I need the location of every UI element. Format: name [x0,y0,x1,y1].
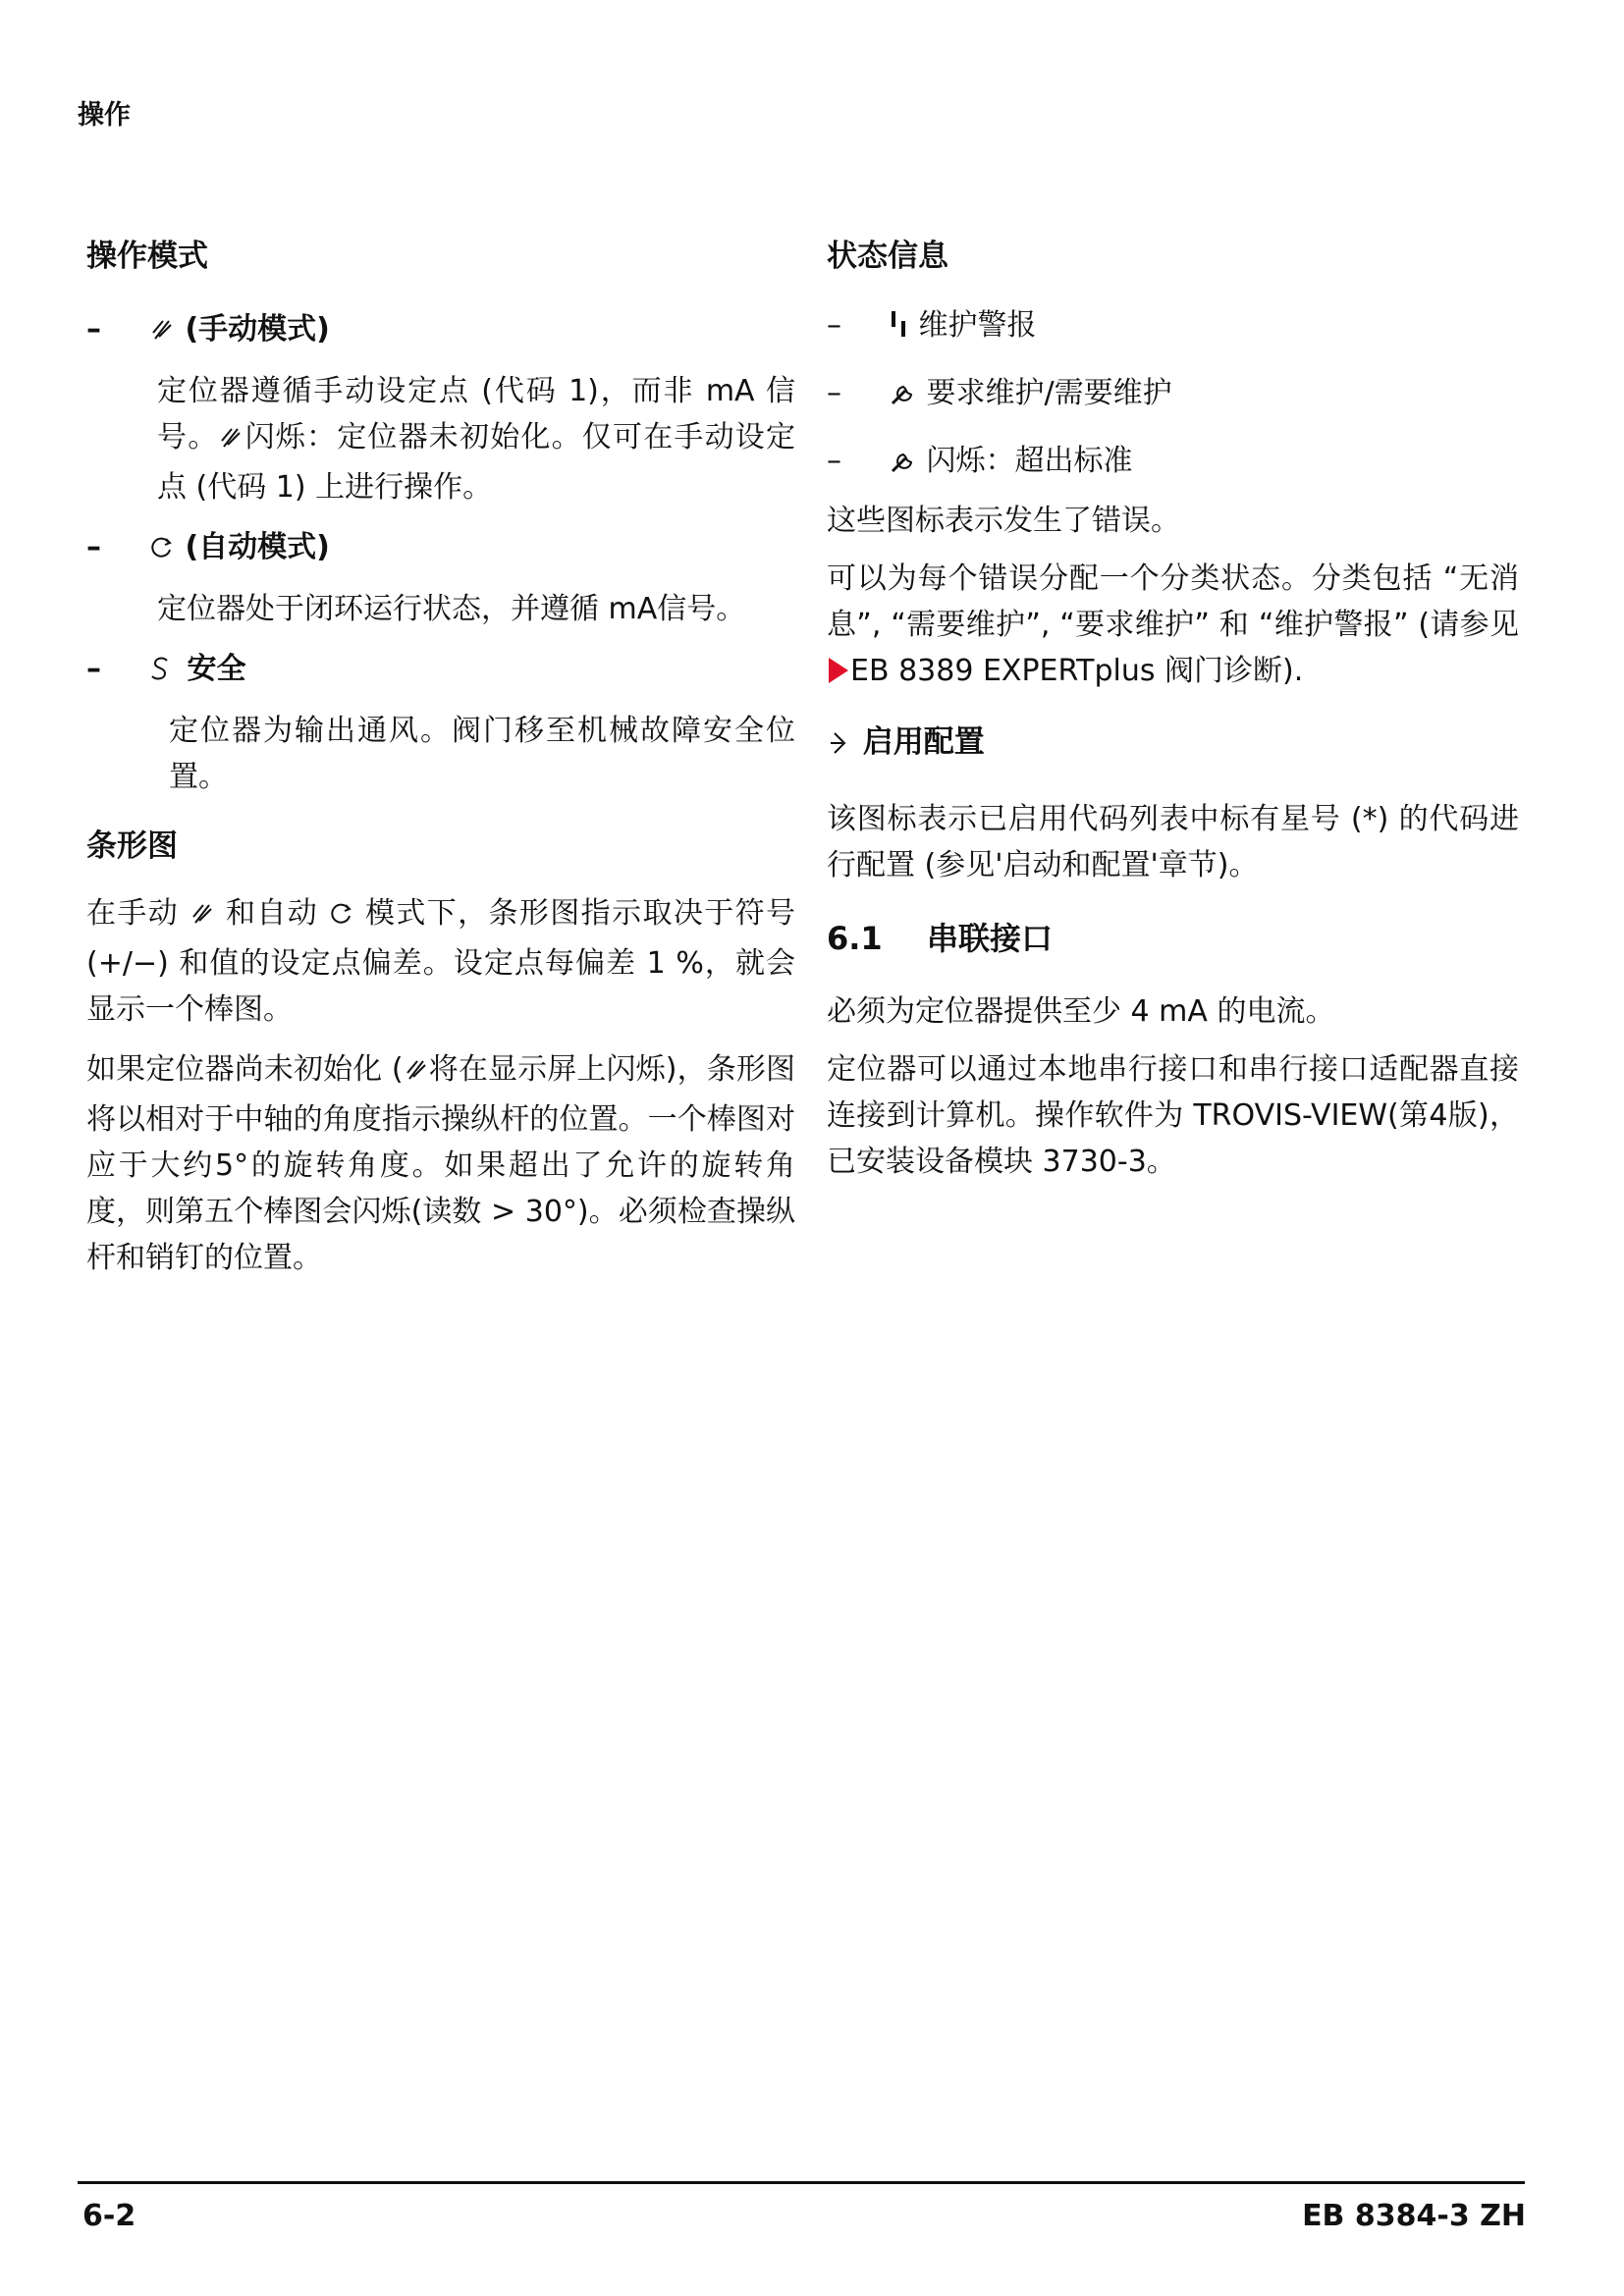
dash: – [827,376,841,410]
dash: – [827,308,841,343]
manual-mode-head: (手动模式) [185,312,330,347]
auto-mode-item [86,524,795,574]
manual-mode-text [86,368,795,510]
auto-mode-text: 定位器处于闭环运行状态，并遵循 mA信号。 [157,592,746,626]
dash: – [86,312,101,347]
manual-text-2: 闪烁：定位器未初始化。仅可在手动设定点 (代码 1) 上进行操作。 [157,420,796,505]
status-p2-b[interactable]: EB 8389 EXPERTplus 阀门诊断). [850,654,1304,688]
bar-p1-a: 在手动 [86,896,180,931]
status-item-2: 要求维护/需要维护 [926,376,1172,410]
config-title-text: 启用配置 [862,724,985,760]
maintenance-alarm-icon [890,306,909,352]
safety-mode-head: 安全 [187,652,246,686]
hand-icon [404,1050,429,1096]
wrench-icon [890,374,917,420]
safety-s-icon [149,650,171,696]
dash: – [86,530,101,564]
section-number: 6.1 [827,920,883,957]
status-title: 状态信息 [827,239,948,274]
config-title [827,721,1519,767]
modes-title: 操作模式 [86,239,208,274]
auto-cycle-icon [329,894,354,940]
status-item-out-of-spec [827,438,1519,488]
manual-text-1: 定位器遵循手动设定点 (代码 1)，而非 mA 信号。 [157,374,795,454]
section-title: 串联接口 [927,920,1054,957]
serial-paragraph-1: 必须为定位器提供至少 4 mA 的电流。 [827,994,1335,1029]
section-6-1-heading [827,918,1519,959]
status-p2-a: 可以为每个错误分配一个分类状态。分类包括 “无消息”, “需要维护”, “要求维护” 和 “维护警报” (请参见 [827,561,1519,642]
status-item-3: 闪烁：超出标准 [926,444,1133,478]
bar-p2-a: 如果定位器尚未初始化 ( [86,1052,404,1087]
safety-mode-item [86,646,795,696]
bar-graph-title: 条形图 [86,828,178,864]
reference-arrow-icon [829,658,848,683]
document-id: EB 8384-3 ZH [1302,2199,1526,2233]
dash: – [86,652,101,686]
status-item-maintenance-required [827,370,1519,420]
config-text: 该图标表示已启用代码列表中标有星号 (*) 的代码进行配置 (参见'启动和配置'章节)。 [827,802,1519,882]
safety-mode-text: 定位器为输出通风。阀门移至机械故障安全位置。 [169,714,795,794]
bar-p2-b: 将在显示屏上闪烁)，条形图将以相对于中轴的角度指示操纵杆的位置。一个棒图对应于大约5°的旋转角度。如果超出了允许的旋转角度，则第五个棒图会闪烁(读数 > 30°)。必须检查操纵杆和销钉的位置。 [86,1052,795,1275]
hand-icon [149,310,175,356]
page-number: 6-2 [82,2199,136,2233]
hand-icon [218,418,244,464]
bar-p1-b: 和自动 [226,896,319,931]
auto-cycle-icon [149,528,175,574]
wrench-icon [890,442,917,488]
left-column [86,236,795,1281]
config-arrow-icon [827,725,852,767]
footer-rule [78,2181,1525,2184]
bar-graph-paragraph-1 [86,890,795,1033]
auto-mode-head: (自动模式) [185,530,330,564]
right-column [827,236,1519,1185]
manual-mode-item [86,306,795,356]
dash: – [827,444,841,478]
bar-graph-paragraph-2 [86,1046,795,1281]
serial-paragraph-2: 定位器可以通过本地串行接口和串行接口适配器直接连接到计算机。操作软件为 TROVIS-VIEW(第4版)，已安装设备模块 3730-3。 [827,1052,1519,1179]
status-paragraph-2 [827,556,1519,694]
running-head: 操作 [78,100,131,131]
status-paragraph-1: 这些图标表示发生了错误。 [827,504,1180,538]
status-item-maintenance-alarm [827,302,1519,352]
bar-p1-c: 模式下，条形图指示取决于符号 (+/−) 和值的设定点偏差。设定点每偏差 1 %，就会显示一个棒图。 [86,896,795,1027]
status-item-1: 维护警报 [918,308,1037,343]
hand-icon [189,894,215,940]
